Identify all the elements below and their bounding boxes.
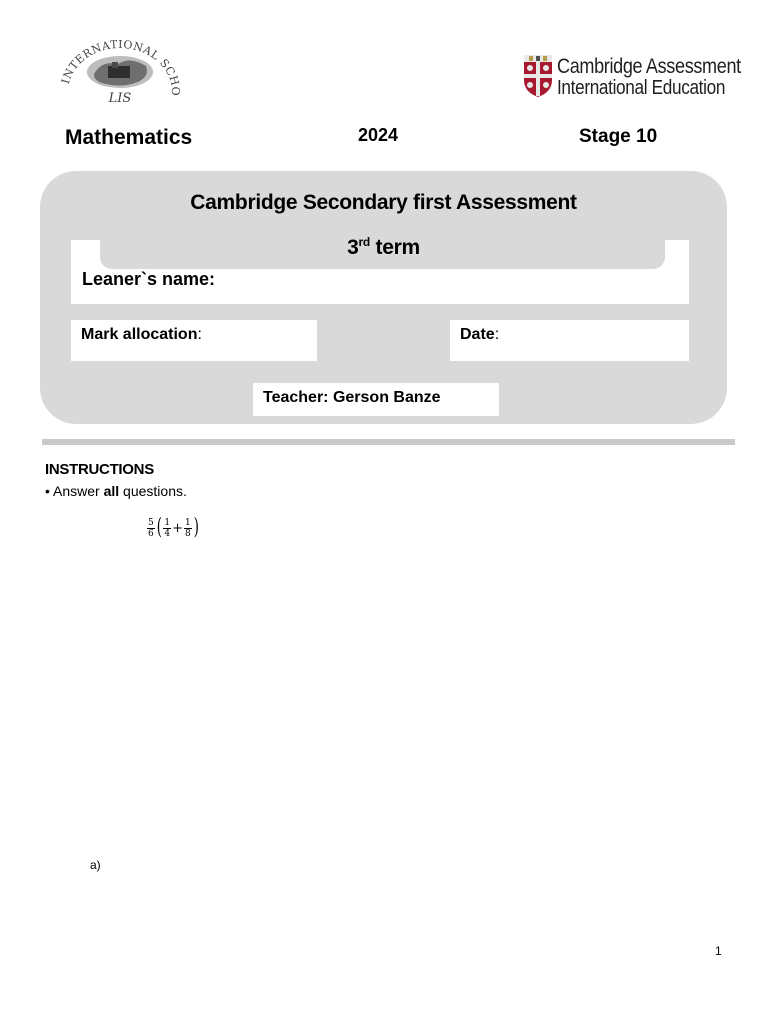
divider-rule	[42, 439, 735, 445]
mark-allocation-text: Mark allocation	[81, 326, 198, 343]
question-label: a)	[90, 858, 101, 872]
plus-operator: +	[172, 520, 183, 536]
exam-year: 2024	[358, 125, 399, 145]
outer-numerator: 5	[148, 517, 154, 528]
date-text: Date	[460, 326, 495, 343]
subject-title: Mathematics	[65, 126, 193, 149]
outer-denominator: 6	[148, 528, 154, 539]
cambridge-name: Cambridge Assessment	[557, 55, 741, 78]
instructions-heading: INSTRUCTIONS	[45, 461, 154, 478]
close-paren: )	[193, 515, 199, 540]
learner-name-label: Leaner`s name:	[82, 269, 216, 289]
stage-label: Stage 10	[579, 126, 658, 147]
term-word: term	[375, 236, 420, 259]
cambridge-shield-icon	[523, 54, 553, 98]
left-denominator: 4	[164, 528, 171, 539]
term-number: 3	[347, 236, 359, 259]
date-colon: :	[494, 326, 500, 343]
school-logo	[50, 30, 190, 108]
page-number: 1	[715, 944, 722, 958]
right-fraction	[184, 518, 192, 539]
instructions-bullet	[45, 483, 187, 499]
term-suffix: rd	[358, 235, 370, 249]
left-numerator: 1	[164, 517, 171, 528]
instructions-prefix: • Answer	[45, 483, 104, 499]
term-title	[40, 235, 727, 260]
school-logo-initials: LIS	[108, 91, 132, 106]
instructions-suffix: questions.	[119, 483, 187, 499]
outer-fraction	[147, 518, 155, 539]
left-fraction	[163, 518, 171, 539]
teacher-name: Teacher: Gerson Banze	[263, 389, 441, 406]
mark-allocation-colon: :	[197, 326, 202, 343]
assessment-title: Cambridge Secondary first Assessment	[190, 191, 577, 214]
math-expression	[147, 515, 200, 545]
instructions-emphasis: all	[103, 483, 120, 499]
right-numerator: 1	[184, 517, 191, 528]
cambridge-subtitle: International Education	[557, 77, 726, 99]
right-denominator: 8	[184, 528, 191, 539]
mark-allocation-label	[81, 326, 202, 344]
school-logo-arc-text: INTERNATIONAL SCHO	[59, 37, 183, 97]
date-label	[460, 326, 499, 344]
open-paren: (	[156, 515, 162, 540]
cambridge-logo	[523, 52, 741, 102]
